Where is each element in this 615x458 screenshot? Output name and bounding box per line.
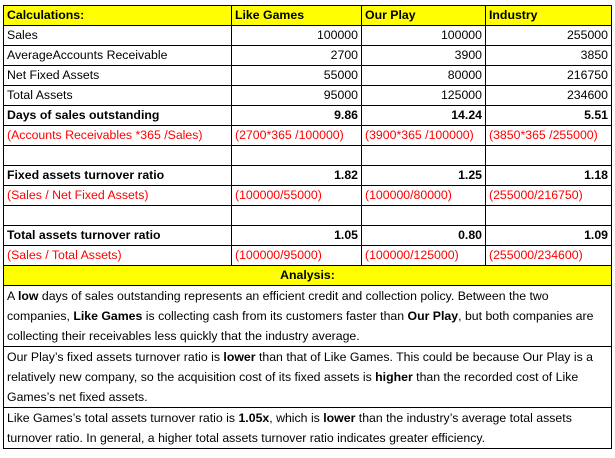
row-sales — [4, 26, 612, 46]
empty-cell — [362, 146, 486, 166]
header-like-games: Like Games — [232, 6, 362, 26]
formula-dso-our-play: (3900*365 /100000) — [362, 126, 486, 146]
formula-fat-label: (Sales / Net Fixed Assets) — [4, 186, 232, 206]
header-our-play: Our Play — [362, 6, 486, 26]
label-accounts-receivable: AverageAccounts Receivable — [4, 46, 232, 66]
empty-cell — [362, 206, 486, 226]
row-total-assets-turnover — [4, 226, 612, 246]
row-total-assets — [4, 86, 612, 106]
spacer-row — [4, 146, 612, 166]
label-sales: Sales — [4, 26, 232, 46]
p2-text: than the recorded cost of Like Games’s net fixed assets. — [7, 370, 579, 404]
formula-dso-industry: (3850*365 /255000) — [486, 126, 612, 146]
p1-text: days of sales outstanding represents an efficient credit and collection policy. Between the two companies, — [7, 289, 549, 323]
value-ar-industry: 3850 — [486, 46, 612, 66]
empty-cell — [486, 206, 612, 226]
value-ta-like-games: 95000 — [232, 86, 362, 106]
p3-text: Like Games’s total assets turnover ratio is — [7, 411, 239, 425]
formula-dso-label: (Accounts Receivables *365 /Sales) — [4, 126, 232, 146]
formula-tat-our-play: (100000/125000) — [362, 246, 486, 266]
value-fat-industry: 1.18 — [486, 166, 612, 186]
empty-cell — [4, 146, 232, 166]
formula-tat-industry: (255000/234600) — [486, 246, 612, 266]
formula-tat-like-games: (100000/95000) — [232, 246, 362, 266]
p1-emphasis: Our Play — [407, 309, 459, 323]
p2-text: Our Play’s fixed assets turnover ratio is — [7, 350, 224, 364]
value-fat-our-play: 1.25 — [362, 166, 486, 186]
analysis-paragraph-2 — [4, 347, 612, 408]
analysis-paragraph-row — [4, 286, 612, 347]
p3-text: , which is — [269, 411, 324, 425]
value-sales-like-games: 100000 — [232, 26, 362, 46]
value-ar-our-play: 3900 — [362, 46, 486, 66]
analysis-paragraph-1 — [4, 286, 612, 347]
value-nfa-like-games: 55000 — [232, 66, 362, 86]
p3-emphasis: lower — [323, 411, 356, 425]
p1-text: , but both companies are collecting their receivables less quickly that the industry average. — [7, 309, 594, 343]
row-fat-formula — [4, 186, 612, 206]
value-dso-our-play: 14.24 — [362, 106, 486, 126]
value-dso-like-games: 9.86 — [232, 106, 362, 126]
row-days-sales-outstanding — [4, 106, 612, 126]
p2-text: than that of Like Games. This could be because Our Play is a relatively new company, so the acquisition cost of its fixed assets is — [7, 350, 593, 384]
analysis-paragraph-row — [4, 347, 612, 408]
header-row — [4, 6, 612, 26]
p2-emphasis: higher — [375, 370, 413, 384]
row-accounts-receivable — [4, 46, 612, 66]
calculations-sheet — [3, 5, 612, 449]
p3-emphasis: 1.05x — [238, 411, 270, 425]
formula-fat-industry: (255000/216750) — [486, 186, 612, 206]
value-tat-our-play: 0.80 — [362, 226, 486, 246]
value-sales-our-play: 100000 — [362, 26, 486, 46]
row-dso-formula — [4, 126, 612, 146]
formula-fat-like-games: (100000/55000) — [232, 186, 362, 206]
empty-cell — [232, 206, 362, 226]
p1-emphasis: low — [17, 289, 39, 303]
value-fat-like-games: 1.82 — [232, 166, 362, 186]
label-total-assets: Total Assets — [4, 86, 232, 106]
empty-cell — [4, 206, 232, 226]
value-tat-industry: 1.09 — [486, 226, 612, 246]
formula-dso-like-games: (2700*365 /100000) — [232, 126, 362, 146]
value-sales-industry: 255000 — [486, 26, 612, 46]
p3-text: than the industry’s average total assets turnover ratio. In general, a higher total assets turnover ratio indicates greater efficiency. — [7, 411, 572, 445]
label-dso: Days of sales outstanding — [4, 106, 232, 126]
p2-emphasis: lower — [223, 350, 256, 364]
formula-fat-our-play: (100000/80000) — [362, 186, 486, 206]
analysis-title: Analysis: — [4, 266, 612, 286]
analysis-paragraph-row — [4, 408, 612, 449]
value-tat-like-games: 1.05 — [232, 226, 362, 246]
label-tat: Total assets turnover ratio — [4, 226, 232, 246]
header-industry: Industry — [486, 6, 612, 26]
label-fat: Fixed assets turnover ratio — [4, 166, 232, 186]
header-label: Calculations: — [4, 6, 232, 26]
empty-cell — [486, 146, 612, 166]
value-ar-like-games: 2700 — [232, 46, 362, 66]
row-net-fixed-assets — [4, 66, 612, 86]
p1-text: A — [7, 289, 18, 303]
analysis-paragraph-3 — [4, 408, 612, 449]
empty-cell — [232, 146, 362, 166]
analysis-title-row — [4, 266, 612, 286]
p1-text: is collecting cash from its customers faster than — [142, 309, 408, 323]
spacer-row — [4, 206, 612, 226]
value-nfa-our-play: 80000 — [362, 66, 486, 86]
row-tat-formula — [4, 246, 612, 266]
value-nfa-industry: 216750 — [486, 66, 612, 86]
formula-tat-label: (Sales / Total Assets) — [4, 246, 232, 266]
value-ta-industry: 234600 — [486, 86, 612, 106]
value-dso-industry: 5.51 — [486, 106, 612, 126]
label-net-fixed-assets: Net Fixed Assets — [4, 66, 232, 86]
calculations-table — [3, 5, 612, 449]
row-fixed-assets-turnover — [4, 166, 612, 186]
value-ta-our-play: 125000 — [362, 86, 486, 106]
p1-emphasis: Like Games — [73, 309, 143, 323]
